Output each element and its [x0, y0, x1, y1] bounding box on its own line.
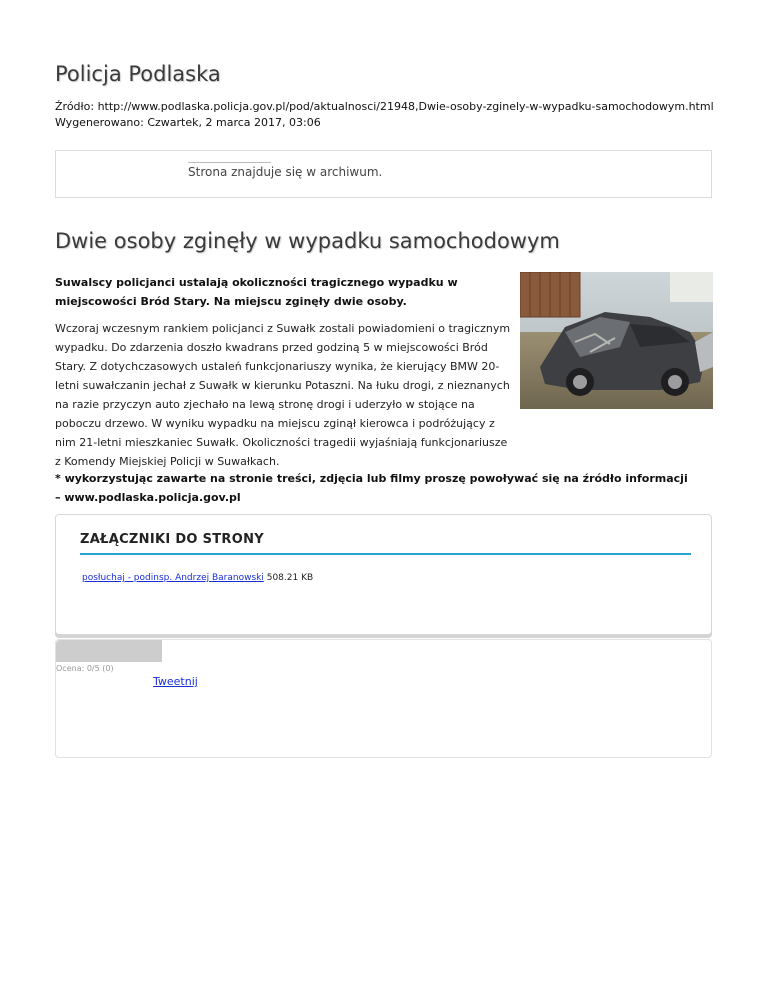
- rating-text: Ocena: 0/5 (0): [56, 664, 114, 673]
- crashed-car-photo: [520, 272, 713, 409]
- meta-info: [55, 99, 714, 131]
- article-title: Dwie osoby zginęły w wypadku samochodowym: [55, 229, 560, 253]
- site-title: Policja Podlaska: [55, 62, 221, 86]
- archive-divider: [188, 162, 271, 163]
- source-line: Źródło: http://www.podlaska.policja.gov.pl/pod/aktualnosci/21948,Dwie-osoby-zginely-w-wypadku-samochodowym.html: [55, 100, 714, 113]
- rating-box: [55, 639, 712, 758]
- copyright-notice: * wykorzystując zawarte na stronie treści, zdjęcia lub filmy proszę powoływać się na źródło informacji – www.podlaska.policja.gov.pl: [55, 472, 688, 504]
- archive-notice-text: Strona znajduje się w archiwum.: [188, 165, 383, 179]
- article-lead: Suwalscy policjanci ustalają okoliczności tragicznego wypadku w miejscowości Bród Stary. Na miejscu zginęły dwie osoby.: [55, 276, 458, 308]
- article-photo[interactable]: [520, 272, 713, 409]
- attachment-item: [82, 573, 313, 583]
- attachment-link[interactable]: posłuchaj - podinsp. Andrzej Baranowski: [82, 573, 264, 583]
- article-body: Wczoraj wczesnym rankiem policjanci z Suwałk zostali powiadomieni o tragicznym wypadku. Do zdarzenia doszło kwadrans przed godziną 5 w miejscowości Bród Stary. Z dotychczasowych ustaleń funkcjonariuszy wynika, że kierujący BMW 20-letni suwałczanin jechał z Suwałk w kierunku Potaszni. Na łuku drogi, z nieznanych na razie przyczyn auto zjechało na lewą stronę drogi i uderzyło w stojące na poboczu drzewo. W wyniku wypadku na miejscu zginął kierowca i podróżujący z nim 21-letni mieszkaniec Suwałk. Okoliczności tragedii wyjaśniają funkcjonariusze z Komendy Miejskiej Policji w Suwałkach.: [55, 322, 511, 468]
- attachments-title: ZAŁĄCZNIKI DO STRONY: [80, 532, 264, 547]
- rating-stars-bar[interactable]: [56, 640, 162, 662]
- attachment-size: 508.21 KB: [266, 573, 314, 583]
- generated-line: Wygenerowano: Czwartek, 2 marca 2017, 03:06: [55, 116, 321, 129]
- tweet-link[interactable]: Tweetnij: [153, 675, 198, 688]
- attachments-divider: [80, 553, 691, 555]
- attachments-box: [55, 514, 712, 635]
- archive-notice-box: [55, 150, 712, 198]
